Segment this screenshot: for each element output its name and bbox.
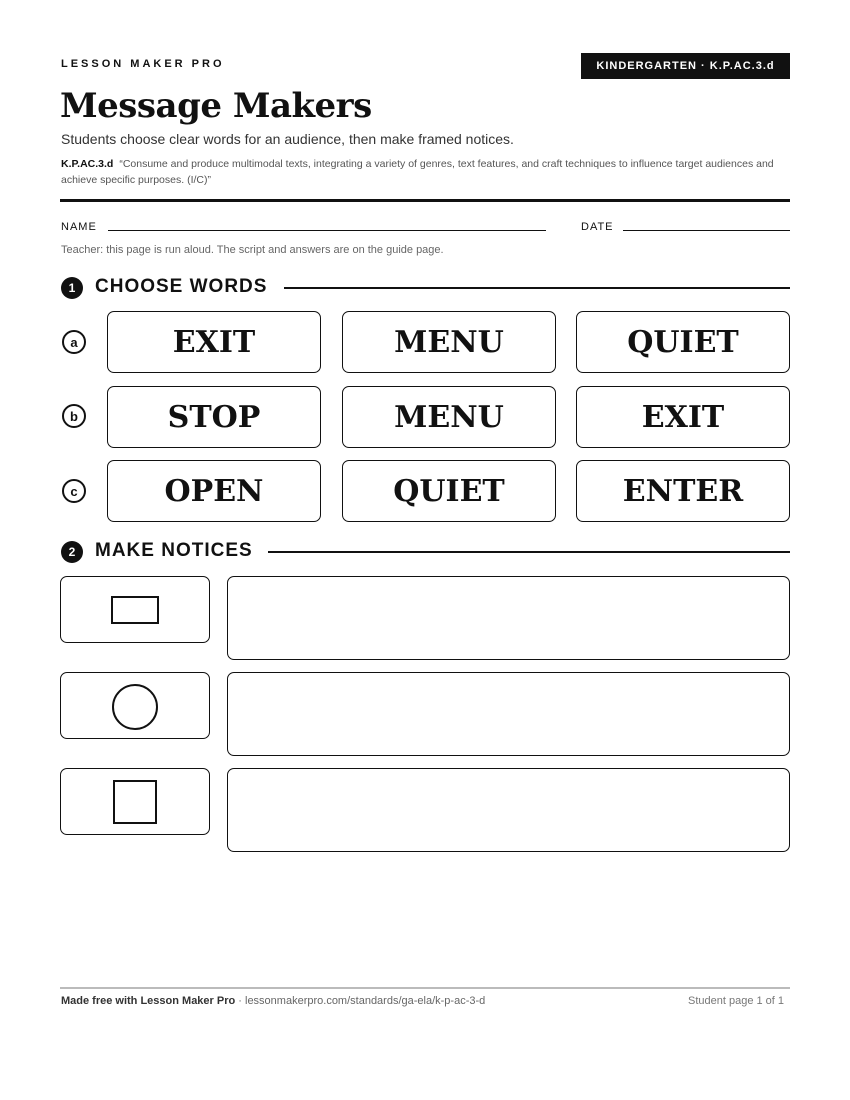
name-field-line[interactable]	[108, 230, 546, 231]
teacher-note: Teacher: this page is run aloud. The script and answers are on the guide page.	[61, 244, 444, 256]
footer-url[interactable]: lessonmakerpro.com/standards/ga-ela/k-p-ac-3-d	[245, 995, 486, 1007]
section-title: MAKE NOTICES	[95, 540, 253, 561]
word-card[interactable]: MENU	[342, 311, 556, 373]
footer-credit	[61, 995, 485, 1007]
standard-code: K.P.AC.3.d	[61, 158, 114, 170]
word-card[interactable]: EXIT	[576, 386, 790, 448]
notice-writing-box[interactable]	[227, 576, 790, 660]
name-label: NAME	[61, 221, 97, 233]
footer-page-label: Student page 1 of 1	[688, 995, 785, 1007]
standard-text: “Consume and produce multimodal texts, integrating a variety of genres, text features, and craft techniques to influence target audiences and achieve specific purposes. (I/C)”	[61, 158, 774, 186]
date-label: DATE	[581, 221, 614, 233]
shape-card	[60, 576, 210, 643]
shape-card	[60, 672, 210, 739]
page-title: Message Makers	[60, 86, 372, 126]
section-rule	[284, 287, 790, 289]
word-card[interactable]: EXIT	[107, 311, 321, 373]
word-card[interactable]: ENTER	[576, 460, 790, 522]
word-card[interactable]: STOP	[107, 386, 321, 448]
section-number-badge: 2	[61, 541, 83, 563]
header-divider	[60, 199, 790, 202]
date-field-line[interactable]	[623, 230, 790, 231]
word-card[interactable]: QUIET	[576, 311, 790, 373]
brand-name: LESSON MAKER PRO	[61, 58, 225, 70]
rectangle-icon	[111, 596, 159, 624]
word-card[interactable]: MENU	[342, 386, 556, 448]
row-letter-a: a	[62, 330, 86, 354]
circle-icon	[112, 684, 158, 730]
word-card[interactable]: OPEN	[107, 460, 321, 522]
page-subtitle: Students choose clear words for an audience, then make framed notices.	[61, 131, 514, 147]
section-number-badge: 1	[61, 277, 83, 299]
notice-writing-box[interactable]	[227, 768, 790, 852]
row-letter-b: b	[62, 404, 86, 428]
standard-description	[61, 156, 791, 188]
footer-divider	[60, 987, 790, 989]
row-letter-c: c	[62, 479, 86, 503]
notice-writing-box[interactable]	[227, 672, 790, 756]
shape-card	[60, 768, 210, 835]
footer-separator: ·	[235, 995, 245, 1007]
section-rule	[268, 551, 790, 553]
footer-made-with: Made free with Lesson Maker Pro	[61, 995, 236, 1007]
section-title: CHOOSE WORDS	[95, 276, 268, 297]
square-icon	[113, 780, 157, 824]
word-card[interactable]: QUIET	[342, 460, 556, 522]
grade-badge: KINDERGARTEN · K.P.AC.3.d	[581, 53, 790, 79]
